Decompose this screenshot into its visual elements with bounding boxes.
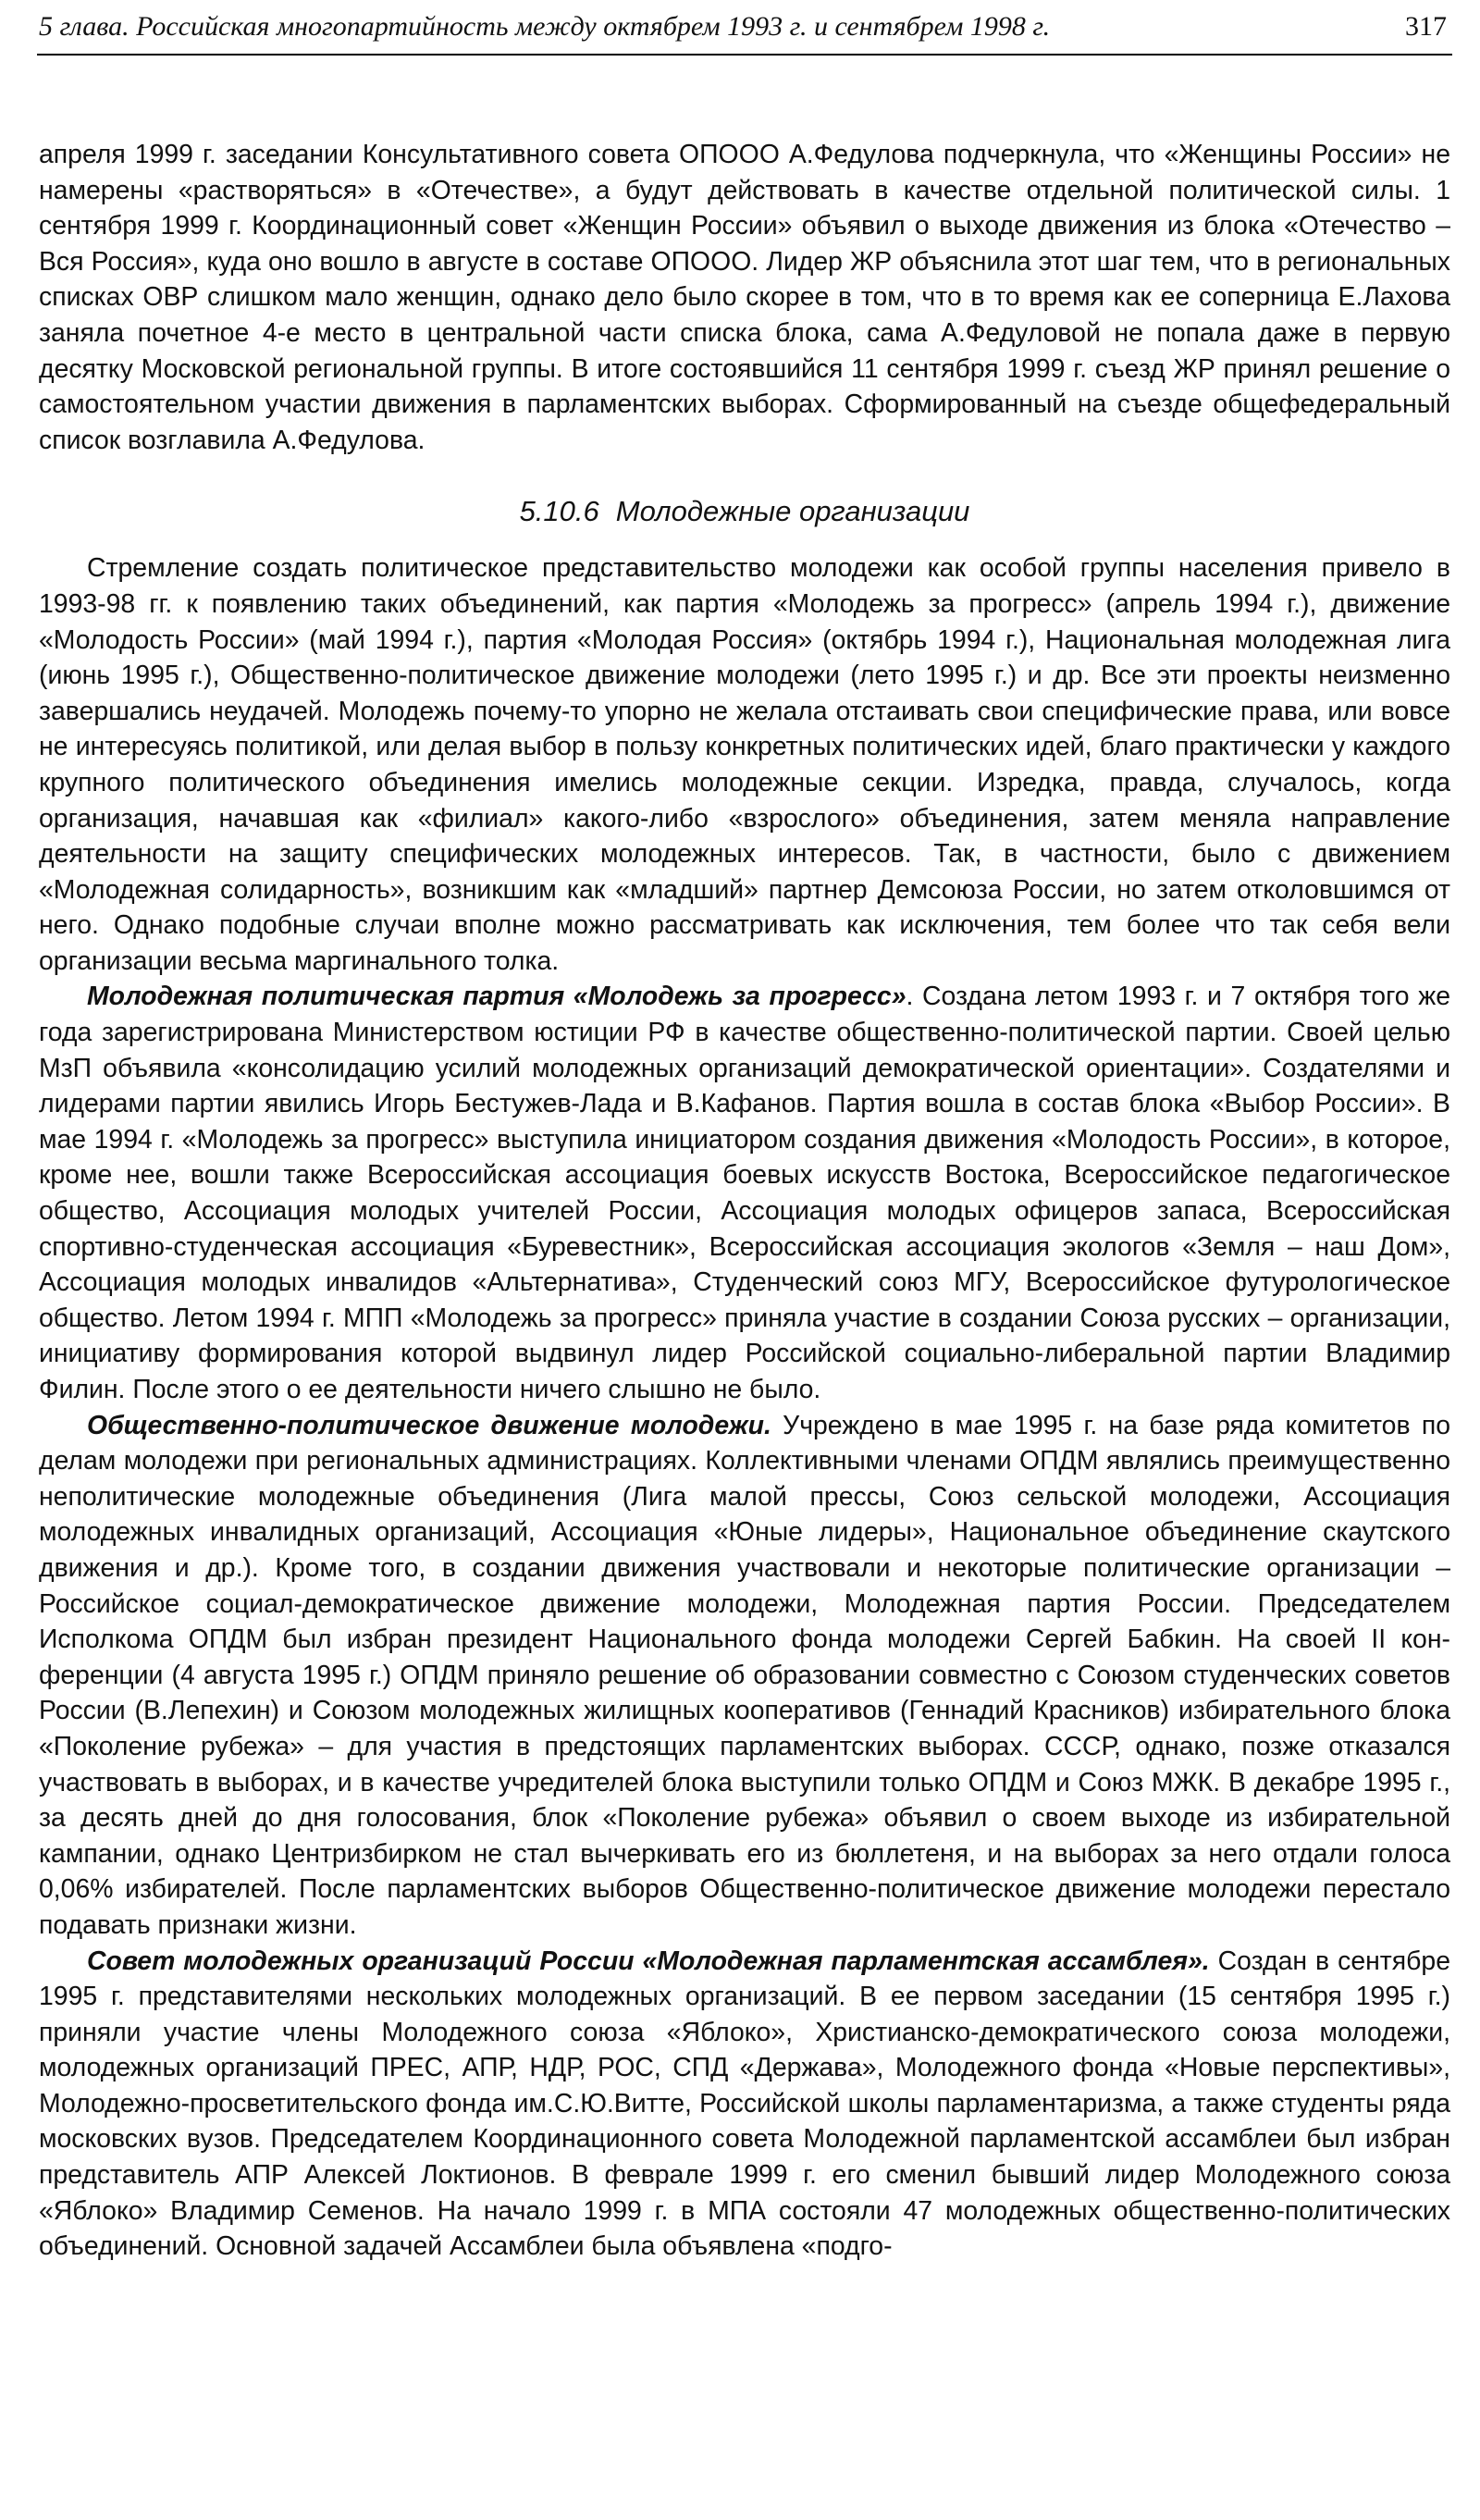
running-header (37, 0, 1452, 56)
paragraph-text: Учреждено в мае 1995 г. на базе ряда комитетов по делам молодежи при региональных администрациях. Коллективными членами ОПДМ являлись преимущественно неполитические молодежные объединения (Лига малой прессы, Союз сельской молодежи, Ассоциация молодежных инвалидных организаций, Ассоциация «Юные лидеры», Национальное объединение скаутского движения и др.). Кроме того, в создании движения участвовали и некоторые политические организации – Российское социал-демократическое движение молодежи, Молодежная партия России. Председателем Исполкома ОПДМ был избран президент Национального фонда молодежи Сергей Бабкин. На своей II конференции (4 августа 1995 г.) ОПДМ приняло решение об образовании совместно с Союзом студенческих советов России (В.Лепехин) и Союзом молодежных жилищных кооперативов (Геннадий Красников) избирательного блока «Поколение рубежа» – для участия в предстоящих парламентских выборах. СССР, однако, позже отказался участвовать в выборах, и в качестве учредителей блока выступили только ОПДМ и Союз МЖК. В декабре 1995 г., за десять дней до дня голосования, блок «Поколение рубежа» объявил о своем выходе из избирательной кампании, однако Центризбирком не стал вычеркивать его из бюллетеня, и на выборах за него отдали голоса 0,06% избирателей. После парламентских выборов Общественно-политическое движение молодежи перестало подавать признаки жизни. (39, 1410, 1450, 1940)
intro-paragraph: апреля 1999 г. заседании Консультативного совета ОПООО А.Федулова подчеркнула, что «Женщины России» не намерены «растворяться» в «Отечестве», а будут действовать в качестве отдельной политической силы. 1 сентября 1999 г. Координационный совет «Женщин России» объявил о выходе движения из блока «Отечество – Вся Россия», куда оно вошло в августе в составе ОПООО. Лидер ЖР объяснила этот шаг тем, что в региональных списках ОВР слишком мало женщин, однако дело было скорее в том, что в то время как ее соперница Е.Лахова заняла почетное 4-е место в центральной части списка блока, сама А.Федуловой не попала даже в первую десятку Московской региональной группы. В итоге состоявшийся 11 сентября 1999 г. съезд ЖР принял решение о самостоятельном участии движения в парламентских выборах. Сформированный на съезде общефедеральный список возглавила А.Федулова. (39, 140, 1450, 455)
paragraph-text: Создан в сентябре 1995 г. представителями нескольких молодежных организаций. В ее первом заседании (15 сентября 1995 г.) приняли участие члены Молодежного союза «Яблоко», Христианско-демократического союза молодежи, молодежных организаций ПРЕС, АПР, НДР, РОС, СПД «Держава», Молодежного фонда «Новые перспективы», Молодежно-просветительского фонда им.С.Ю.Витте, Российской школы парламентаризма, а также студенты ряда московских вузов. Председателем Координационного совета Молодежной парламентской ассамблеи был избран представитель АПР Алексей Локтионов. В феврале 1999 г. его сменил бывший лидер Молодежного союза «Яблоко» Владимир Семенов. На начало 1999 г. в МПА состояли 47 молодежных общественно-политических объединений. Основной задачей Ассамблеи была объявлена «подго- (39, 1946, 1451, 2262)
page-number: 317 (1405, 11, 1447, 42)
section-heading (39, 493, 1450, 530)
paragraph-lead: Молодежная политическая партия «Молодежь за прогресс» (87, 982, 906, 1012)
paragraph-youth-assembly (39, 1944, 1450, 2265)
paragraph-text: . Создана летом 1993 г. и 7 октября того же года зарегистрирована Министерством юстиции РФ в качестве общественно-политической партии. Своей целью МзП объявила «консолидацию усилий молодежных организаций демократической ориентации». Создателями и лидерами партии явились Игорь Бестужев-Лада и В.Кафанов. Партия вошла в состав блока «Выбор России». В мае 1994 г. «Молодежь за прогресс» выступила инициатором создания движения «Молодость России», в которое, кроме нее, вошли также Всероссийская ассоциация боевых искусств Востока, Всероссийское педагогическое общество, Ассоциация молодых учителей России, Ассоциация молодых офицеров запаса, Всероссийская спортивно-студенческая ассоциация «Буревестник», Всероссийская ассоциация экологов «Земля – наш Дом», Ассоциация молодых инвалидов «Альтернатива», Студенческий союз МГУ, Всероссийское футурологическое общество. Летом 1994 г. МПП «Молодежь за прогресс» приняла участие в создании Союза русских – организации, инициативу формирования которой выдвинул лидер Российской социально-либеральной партии Владимир Филин. После этого о ее деятельности ничего слышно не было. (39, 982, 1451, 1404)
paragraph-party-youth-for-progress (39, 979, 1450, 1407)
body-text (39, 137, 1450, 2265)
paragraph-lead: Общественно-политическое движение молодежи. (87, 1410, 771, 1440)
paragraph-youth-representation (39, 550, 1450, 979)
paragraph-lead: Совет молодежных организаций России «Молодежная парламентская ассамблея». (87, 1946, 1210, 1976)
paragraph-text: Стремление создать политическое представительство молодежи как особой группы населения привело в 1993-98 гг. к появлению таких объединений, как партия «Молодежь за прогресс» (апрель 1994 г.), движение «Молодость России» (май 1994 г.), партия «Молодая Россия» (октябрь 1994 г.), Национальная молодежная лига (июнь 1995 г.), Общественно-политическое движение молодежи (лето 1995 г.) и др. Все эти проекты неизменно завершались неудачей. Молодежь почему-то упорно не желала отстаивать свои специфические права, или вовсе не интересуясь политикой, или делая выбор в пользу конкретных политических идей, благо практически у каждого крупного политического объединения имелись молодежные секции. Изредка, правда, случалось, когда организация, начавшая как «филиал» какого-либо «взрослого» объединения, затем меняла направление деятельности на защиту специфических молодежных интересов. Так, в частности, было с движением «Молодежная солидарность», возникшим как «младший» партнер Демсоюза России, но затем отколовшимся от него. Однако подобные случаи вполне можно рассматривать как исключения, тем более что так себя вели организации весьма маргинального толка. (39, 553, 1450, 976)
document-page (37, 0, 1452, 2520)
section-number: 5.10.6 (519, 495, 599, 528)
paragraph-youth-movement (39, 1408, 1450, 1944)
chapter-title: 5 глава. Российская многопартийность между октябрем 1993 г. и сентябрем 1998 г. (39, 11, 1051, 42)
section-title: Молодежные организации (615, 495, 970, 528)
